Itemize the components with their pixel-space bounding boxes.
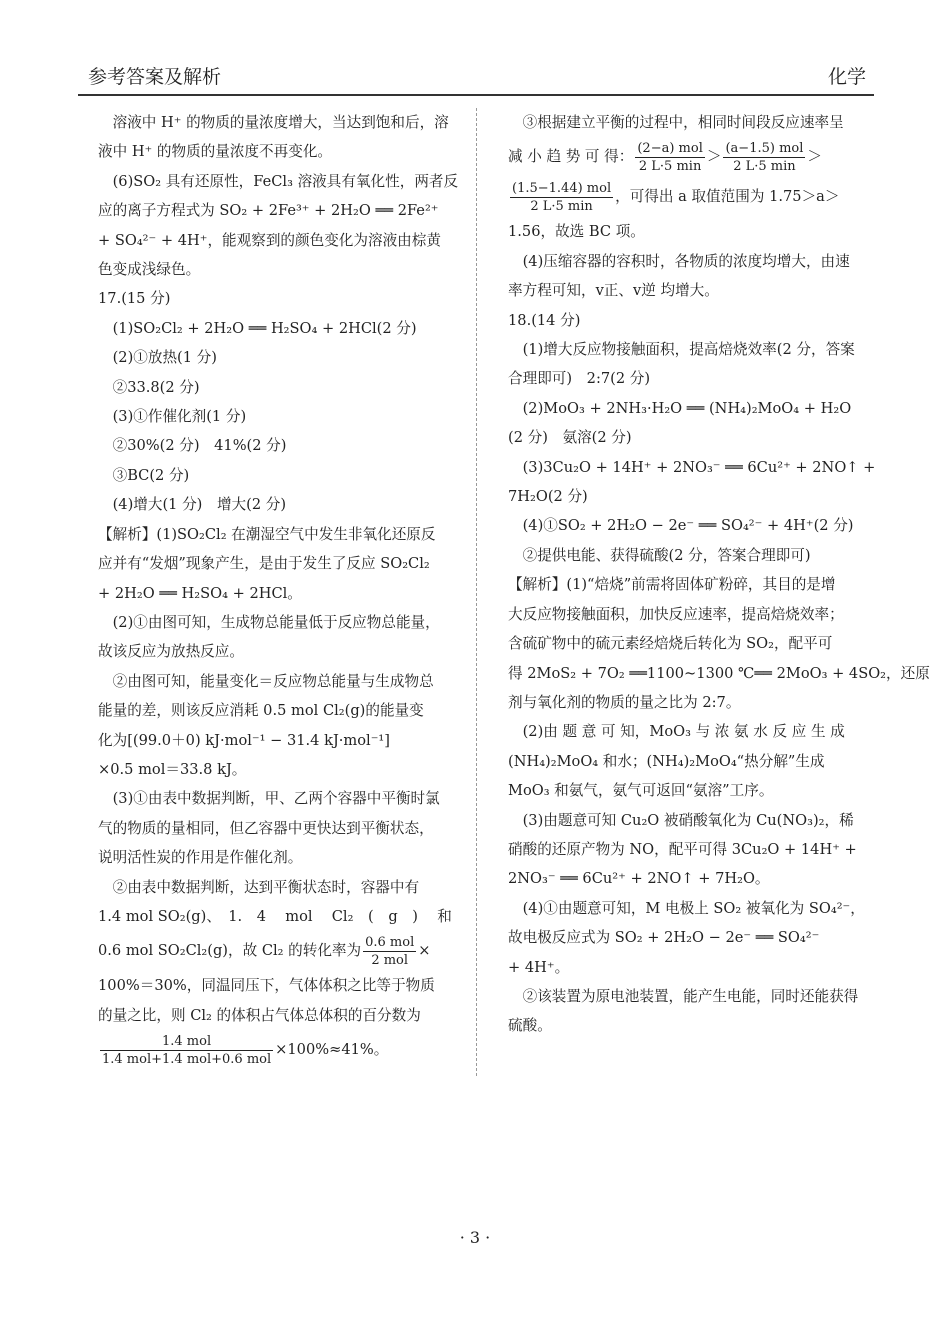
fraction-numerator: (2−a) mol [637,140,703,156]
line-text: + 4H⁺。 [508,958,570,976]
text-line [98,314,470,343]
text-line [508,894,876,923]
line-text-after: ＞ [706,148,722,166]
line-text: ②由表中数据判断，达到平衡状态时，容器中有 [98,878,420,896]
text-line [508,453,876,482]
text-line [98,843,470,872]
line-text: 大反应物接触面积，加快反应速率，提高焙烧效率； [508,605,844,623]
text-line [98,226,470,255]
text-line [508,953,876,982]
text-line [508,541,876,570]
line-text: 合理即可) 2:7(2 分) [508,370,651,388]
line-text: ②该装置为原电池装置，能产生电能，同时还能获得 [508,987,859,1005]
line-text: 色变成浅绿色。 [98,261,201,279]
text-line [508,864,876,893]
line-text: 17.(15 分) [98,290,171,308]
text-line [98,755,470,784]
text-line [98,343,470,372]
line-text: ③BC(2 分) [98,466,190,484]
line-text: (NH₄)₂MoO₄ 和水；(NH₄)₂MoO₄“热分解”生成 [508,752,825,770]
text-line [98,520,470,549]
line-text: 溶液中 H⁺ 的物质的量浓度增大，当达到饱和后，溶 [98,114,449,131]
fraction [100,1033,273,1068]
text-line [508,137,876,177]
line-text: (2 分) 氨溶(2 分) [508,429,632,447]
page-number: · 3 · [459,1228,491,1247]
text-line [508,747,876,776]
line-text: (1)SO₂Cl₂ + 2H₂O ══ H₂SO₄ + 2HCl(2 分) [98,319,417,337]
text-line [508,177,876,217]
line-text: 故电极反应式为 SO₂ + 2H₂O − 2e⁻ ══ SO₄²⁻ [508,929,820,947]
line-text: 应并有“发烟”现象产生，是由于发生了反应 SO₂Cl₂ [98,555,430,573]
line-text-after: × [418,942,431,960]
line-text: ×0.5 mol＝33.8 kJ。 [98,760,247,778]
line-text: (4)①SO₂ + 2H₂O − 2e⁻ ══ SO₄²⁻ + 4H⁺(2 分) [508,517,854,535]
text-line [98,196,470,225]
text-line [508,306,876,335]
text-line [508,394,876,423]
text-line [98,784,470,813]
line-text: 1.4 mol SO₂(g)、 1. 4 mol Cl₂ ( g ) 和 [98,907,452,925]
line-text: 0.6 mol SO₂Cl₂(g)，故 Cl₂ 的转化率为 [98,942,362,960]
text-line [98,873,470,902]
text-line [508,570,876,599]
line-text: 【解析】(1)“焙烧”前需将固体矿粉碎，其目的是增 [508,576,836,594]
fraction-numerator: 1.4 mol [100,1033,273,1051]
text-line [98,902,470,931]
text-line [98,490,470,519]
line-text: MoO₃ 和氨气，氨气可返回“氨溶”工序。 [508,782,774,800]
text-line [508,335,876,364]
text-line [98,814,470,843]
line-text: + SO₄²⁻ + 4H⁺，能观察到的颜色变化为溶液由棕黄 [98,231,441,249]
text-line [508,982,876,1011]
header-subject: 化学 [827,66,866,88]
text-line [98,431,470,460]
text-line [508,247,876,276]
line-text: 液中 H⁺ 的物质的量浓度不再变化。 [98,143,333,161]
line-text: 得 2MoS₂ + 7O₂ ══1100~1300 ℃══ 2MoO₃ + 4SO₂，还原 [508,664,930,682]
fraction-numerator: (1.5−1.44) mol [512,180,612,196]
line-text: (4)增大(1 分) 增大(2 分) [98,496,287,514]
line-text-after: ＞ [807,148,822,166]
column-divider [476,108,477,1076]
text-line [508,423,876,452]
line-text: 2NO₃⁻ ══ 6Cu²⁺ + 2NO↑ + 7H₂O。 [508,870,770,888]
left-column [98,108,470,1070]
text-line [508,600,876,629]
line-text-after: ，可得出 a 取值范围为 1.75＞a＞ [615,188,840,206]
text-line [98,637,470,666]
fraction-denominator: 2 L·5 min [638,158,702,174]
text-line [98,402,470,431]
line-text: (4)①由题意可知，M 电极上 SO₂ 被氧化为 SO₄²⁻， [508,899,865,917]
text-line [98,284,470,313]
line-text: 化为[(99.0＋0) kJ·mol⁻¹ − 31.4 kJ·mol⁻¹] [98,731,390,749]
text-line [508,364,876,393]
text-line [508,835,876,864]
fraction-numerator: 0.6 mol [365,934,415,950]
fraction-denominator: 1.4 mol+1.4 mol+0.6 mol [102,1051,272,1067]
right-column [508,108,930,1041]
line-text: (3)由题意可知 Cu₂O 被硝酸氧化为 Cu(NO₃)₂，稀 [508,811,854,829]
fraction [510,180,613,215]
fraction-denominator: 2 L·5 min [733,158,796,174]
line-text: 100%＝30%，同温同压下，气体体积之比等于物质 [98,977,435,995]
text-line [98,373,470,402]
text-line [508,108,876,137]
text-line [508,688,876,717]
page-header [78,58,874,96]
text-line [508,659,930,688]
line-text: (2)①放热(1 分) [98,349,217,367]
text-line [98,696,470,725]
line-text: ②由图可知，能量变化＝反应物总能量与生成物总 [98,672,434,690]
text-line [98,726,470,755]
text-line [98,608,470,637]
line-text: 18.(14 分) [508,311,581,329]
line-text: 硫酸。 [508,1017,552,1035]
line-text: 气的物质的量相同，但乙容器中更快达到平衡状态， [98,819,434,837]
text-line [508,717,876,746]
text-line [98,137,470,166]
line-text: 减 小 趋 势 可 得： [508,148,634,166]
line-text: 的量之比，则 Cl₂ 的体积占气体总体积的百分数为 [98,1006,421,1024]
line-text-after: ×100%≈41%。 [275,1041,389,1059]
text-line [98,255,470,284]
fraction [635,140,705,175]
text-line [508,806,876,835]
text-line [508,482,876,511]
line-text: (3)3Cu₂O + 14H⁺ + 2NO₃⁻ ══ 6Cu²⁺ + 2NO↑ + [508,458,876,476]
text-line [508,923,876,952]
line-text: 硝酸的还原产物为 NO，配平可得 3Cu₂O + 14H⁺ + [508,840,857,858]
text-line [98,667,470,696]
text-line [98,108,470,137]
line-text: (3)①作催化剂(1 分) [98,408,247,426]
fraction [363,934,416,969]
text-line [508,217,876,246]
text-line [508,511,876,540]
line-text: 含硫矿物中的硫元素经焙烧后转化为 SO₂，配平可 [508,635,833,653]
text-line [508,1011,876,1040]
fraction-numerator: (a−1.5) mol [725,140,804,156]
line-text: 说明活性炭的作用是作催化剂。 [98,849,303,867]
line-text: (2)MoO₃ + 2NH₃·H₂O ══ (NH₄)₂MoO₄ + H₂O [508,399,852,417]
line-text: 【解析】(1)SO₂Cl₂ 在潮湿空气中发生非氧化还原反 [98,525,436,543]
line-text: 率方程可知，v正、v逆 均增大。 [508,282,719,300]
line-text: 故该反应为放热反应。 [98,643,244,661]
line-text: 能量的差，则该反应消耗 0.5 mol Cl₂(g)的能量变 [98,702,424,720]
text-line [98,461,470,490]
line-text: (2)由 题 意 可 知，MoO₃ 与 浓 氨 水 反 应 生 成 [508,723,845,741]
line-text: (4)压缩容器的容积时，各物质的浓度均增大，由速 [508,252,850,270]
line-text: 1.56，故选 BC 项。 [508,223,645,241]
line-text: (3)①由表中数据判断，甲、乙两个容器中平衡时氯 [98,790,440,808]
line-text: (1)增大反应物接触面积，提高焙烧效率(2 分，答案 [508,341,855,359]
fraction [723,140,805,175]
header-title: 参考答案及解析 [88,66,222,88]
text-line [98,971,470,1000]
text-line [98,167,470,196]
text-line [98,579,470,608]
line-text: ②提供电能、获得硫酸(2 分，答案合理即可) [508,546,811,564]
line-text: + 2H₂O ══ H₂SO₄ + 2HCl。 [98,584,302,602]
line-text: ②30%(2 分) 41%(2 分) [98,437,287,455]
line-text: 应的离子方程式为 SO₂ + 2Fe³⁺ + 2H₂O ══ 2Fe²⁺ [98,202,439,220]
text-line [98,1001,470,1030]
text-line [508,276,876,305]
text-line [508,629,876,658]
text-line [508,776,876,805]
text-line [98,549,470,578]
fraction-denominator: 2 L·5 min [530,198,593,214]
line-text: (2)①由图可知，生成物总能量低于反应物总能量， [98,613,440,631]
line-text: 剂与氧化剂的物质的量之比为 2:7。 [508,693,741,711]
line-text: 7H₂O(2 分) [508,488,588,506]
fraction-denominator: 2 mol [371,952,409,968]
text-line [98,931,470,971]
line-text: ②33.8(2 分) [98,378,200,396]
line-text: ③根据建立平衡的过程中，相同时间段反应速率呈 [508,114,844,131]
text-line [98,1030,470,1070]
line-text: (6)SO₂ 具有还原性，FeCl₃ 溶液具有氧化性，两者反 [98,172,459,190]
